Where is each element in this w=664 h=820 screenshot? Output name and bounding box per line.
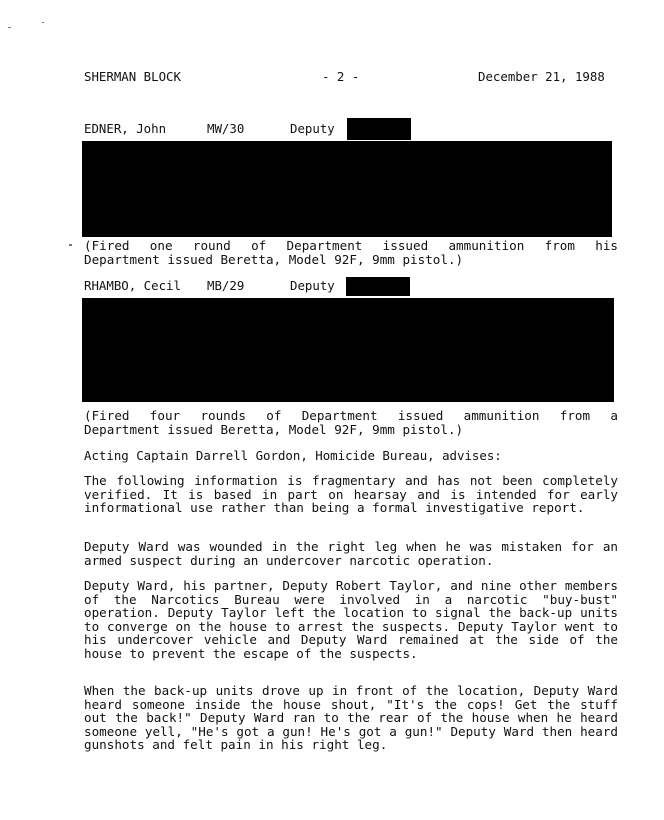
advises-line: Acting Captain Darrell Gordon, Homicide Bureau, advises: (84, 448, 502, 463)
scan-speck (8, 27, 11, 28)
body-paragraph: Deputy Ward, his partner, Deputy Robert Taylor, and nine other members of the Narcotics Bureau were involved in a narcotic "buy-bust" operation. Deputy Taylor left the location to signal the back-up units to converge on the house to arrest the suspects. Deputy Taylor went to his undercover vehicle and Deputy Ward remained at the side of the house to prevent the escape of the suspects. (84, 578, 618, 661)
entry-code: MW/30 (207, 121, 245, 136)
body-paragraph: Deputy Ward was wounded in the right leg when he was mistaken for an armed suspect during an undercover narcotic operation. (84, 539, 618, 568)
entry-note-line: Department issued Beretta, Model 92F, 9mm pistol.) (84, 251, 464, 267)
scan-speck (69, 244, 72, 246)
header-date: December 21, 1988 (478, 69, 605, 84)
entry-code: MB/29 (207, 278, 245, 293)
entry-note-line: (Fired one round of Department issued ammunition from his (84, 238, 618, 253)
body-paragraph: The following information is fragmentary and has not been completely verified. It is based in part on hearsay and is intended for early informational use rather than being a formal investigative report. (84, 473, 618, 516)
body-paragraph: When the back-up units drove up in front of the location, Deputy Ward heard someone inside the house shout, "It's the cops! Get the stuff out the back!" Deputy Ward ran to the rear of the house when he heard someone yell, "He's got a gun! He's got a gun!" Deputy Ward then heard gunshots and felt pain in his right leg. (84, 683, 618, 753)
entry-note (84, 409, 618, 436)
entry-name: EDNER, John (84, 121, 167, 136)
redaction-block (82, 141, 612, 237)
entry-rank: Deputy (290, 121, 335, 136)
redaction-block (82, 298, 614, 402)
entry-name: RHAMBO, Cecil (84, 278, 181, 293)
scan-speck (42, 22, 44, 23)
entry-note (84, 239, 618, 266)
redaction-box (347, 118, 411, 140)
redaction-box (346, 277, 410, 296)
entry-note-line: Department issued Beretta, Model 92F, 9mm pistol.) (84, 421, 464, 437)
header-name: SHERMAN BLOCK (84, 69, 181, 84)
entry-note-line: (Fired four rounds of Department issued ammunition from a (84, 408, 618, 423)
header-page-number: - 2 - (322, 69, 360, 84)
entry-rank: Deputy (290, 278, 335, 293)
